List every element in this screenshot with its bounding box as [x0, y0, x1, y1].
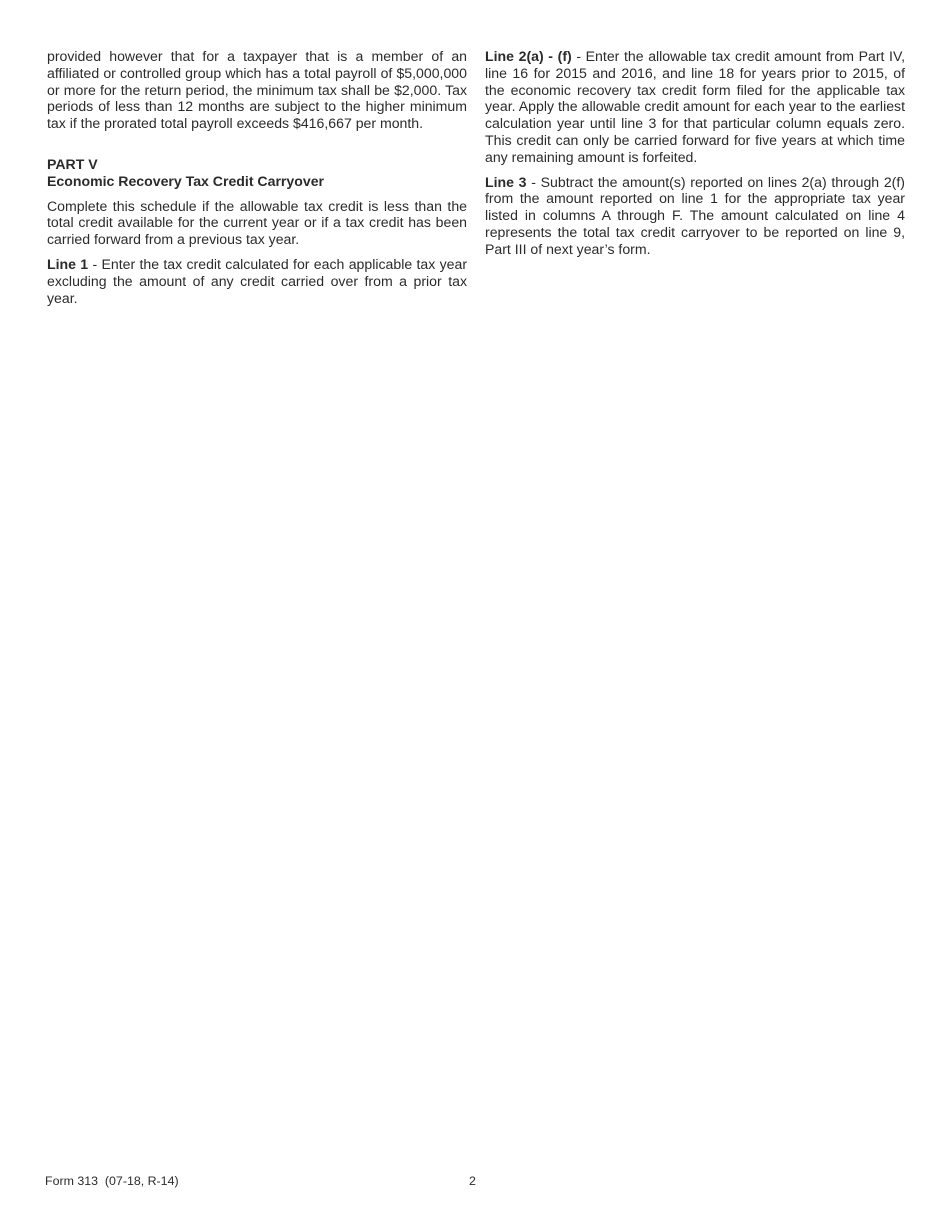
line-2-text: - Enter the allowable tax credit amount from Part IV, line 16 for 2015 and 2016, and line 18 for years prior to 2015, of the economic recovery tax credit form filed for the applicable tax year. Apply the allowable credit amount for each year to the earliest calculation year until line 3 for that particular column equals zero. This credit can only be carried forward for five years at which time any remaining amount is forfeited. [485, 48, 905, 165]
line-3-text: - Subtract the amount(s) reported on lines 2(a) through 2(f) from the amount reported on line 1 for the appropriate tax year listed in columns A through F. The amount calculated on line 4 represents the total tax credit carryover to be reported on line 9, Part III of next year’s form. [485, 173, 905, 257]
line-2-label: Line 2(a) - (f) [485, 48, 572, 64]
part-v-heading [47, 156, 467, 190]
schedule-paragraph: Complete this schedule if the allowable tax credit is less than the total credit available for the current year or if a tax credit has been carried forward from a previous tax year. [47, 197, 467, 248]
footer-form-id: Form 313 (07-18, R-14) [45, 1174, 179, 1188]
left-column [47, 48, 467, 314]
part-label: PART V [47, 155, 98, 172]
line-1-label: Line 1 [47, 255, 89, 272]
right-column [485, 48, 905, 266]
intro-paragraph: provided however that for a taxpayer that is a member of an affiliated or controlled group which has a total payroll of $5,000,000 or more for the return period, the minimum tax shall be $2,000. Tax periods of less than 12 months are subject to the higher minimum tax if the prorated total payroll exceeds $416,667 per month. [47, 48, 467, 132]
line-3-paragraph [485, 174, 905, 258]
line-1-text: - Enter the tax credit calculated for each applicable tax year excluding the amount of any credit carried over from a prior tax year. [47, 255, 468, 306]
footer-page-number: 2 [469, 1174, 476, 1188]
line-3-label: Line 3 [485, 173, 527, 190]
part-title: Economic Recovery Tax Credit Carryover [47, 172, 325, 189]
line-2-paragraph [485, 48, 905, 166]
line-1-paragraph [47, 256, 467, 306]
